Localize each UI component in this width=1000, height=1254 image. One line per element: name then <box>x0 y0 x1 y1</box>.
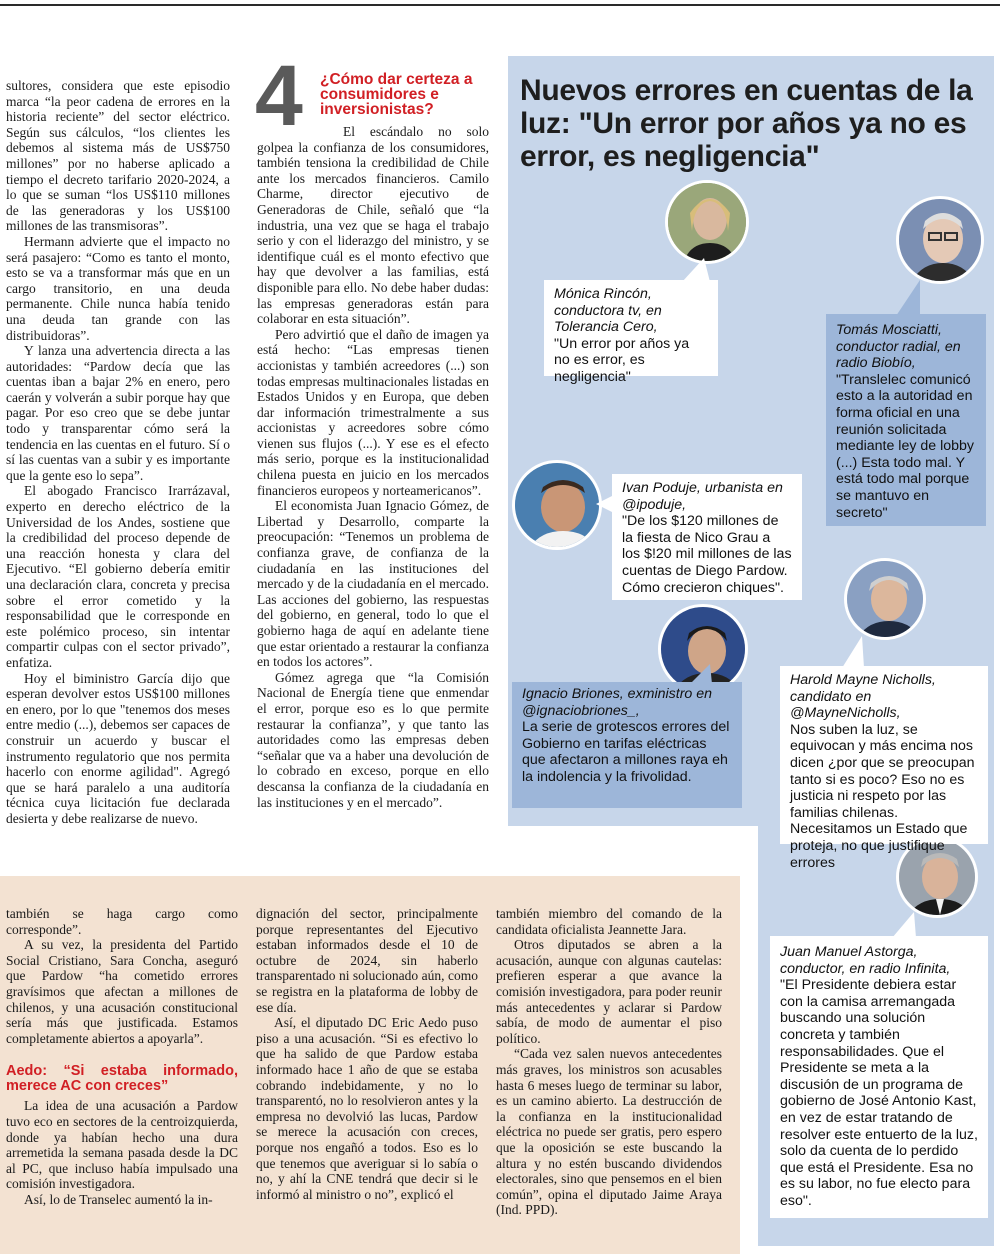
quote-text: Nos suben la luz, se equivocan y más encima nos dicen ¿por que se preocupan tanto si es poco? Eso no es justicia ni respeto por las familias chilenas. Necesitamos un Estado que proteja, no que justifique errores <box>790 721 975 871</box>
paragraph: Gómez agrega que “la Comisión Nacional de Energía tiene que enmendar el error, porque eso es lo que permite restaurar la confianza”, y que tanto las autoridades como las empresas deben “señalar que va a haber una devolución de lo cobrado en exceso, porque en ello descansa la confianza de la ciudadanía en las instituciones y en el mercado”. <box>257 669 489 810</box>
paragraph: El economista Juan Ignacio Gómez, de Libertad y Desarrollo, comparte la preocupación: “Tenemos un problema de confianza grave, de confianza de la ciudadanía en las instituciones del mercado y de la ciudadanía en el mercado. Las acciones del gobierno, las respuestas del gobierno, en general, todo lo que el gobierno haga de aquí en adelante tiene que estar orientado a restaurar la confianza en todos los actores”. <box>257 498 489 670</box>
bubble-tail <box>690 664 720 684</box>
quote-bubble-juan-manuel-astorga <box>770 936 988 1218</box>
paragraph: El escándalo no solo golpea la confianza de los consumidores, también tensiona la credibilidad de Chile ante los mercados financieros. Camilo Charme, director ejecutivo de Generadoras de Chile, señaló que “la industria, una vez que se haga el trabajo serio y con el liderazgo del ministro, y se identifique cuál es el monto efectivo que hay que devolver a las familias, está disponible para ello. No debe haber dudas: las empresas generadoras están para colaborar en esta situación”. <box>257 124 489 327</box>
top-rule <box>0 4 1000 6</box>
bottom-column-2 <box>256 906 478 1202</box>
quote-text: "El Presidente debiera estar con la camisa arremangada buscando una solución concreta y también responsabilidades. Que el Presidente se meta a la discusión de un programa de gobierno de José Antonio Kast, en vez de estar tratando de resolver este entuerto de la luz, solo da cuenta de lo perdido que está el Presidente. Esa no es su labor, no fue electo para eso". <box>780 977 978 1209</box>
quote-author: Harold Mayne Nicholls, candidato en @MayneNicholls, <box>790 672 936 722</box>
paragraph: también se haga cargo como corresponde”. <box>6 906 238 937</box>
paragraph: Hermann advierte que el impacto no será pasajero: “Como es tanto el monto, esto se va a transformar más que en un cargo transitorio, en una deuda permanente. Chile nunca había tenido una deuda tan grande con las distribuidoras”. <box>6 233 230 343</box>
quote-text: La serie de grotescos errores del Gobierno en tarifas eléctricas que afectaron a millones raya eh la indolencia y la frivolidad. <box>522 719 730 785</box>
paragraph: dignación del sector, principalmente porque representantes del Ejecutivo estaban informados desde el 10 de octubre de 2024, sin haberlo transparentado ni solucionado aún, como se registra en la plataforma de lobby de ese día. <box>256 906 478 1015</box>
quote-text: "Translelec comunicó esto a la autoridad en forma oficial en una reunión solicitada mediante ley de lobby (...) Esta todo mal. Y está todo mal porque se mantuvo en secreto" <box>836 371 975 521</box>
quote-author: Juan Manuel Astorga, conductor, en radio Infinita, <box>780 944 951 977</box>
bottom-column-1 <box>6 906 238 1208</box>
bubble-tail <box>680 258 720 282</box>
bubble-tail <box>596 494 616 518</box>
paragraph: Así, el diputado DC Eric Aedo puso piso a una acusación. “Si es efectivo lo que ha salido de que Pardow estaba informado hace 1 año de que se estaba cobrando indebidamente, y no lo transparentó, no lo resolvieron antes y la empresa no devolvió las lucas, Pardow se merece la acusación con creces, porque nos engañó a todos. Eso es lo que tenemos que averiguar si lo sabía o no, y ahí la CNE tendrá que decir si le informó al ministro o no”, explicó el <box>256 1015 478 1202</box>
quote-author: Tomás Mosciatti, conductor radial, en radio Biobío, <box>836 322 961 372</box>
quote-bubble-monica-rincon <box>544 280 718 385</box>
section-heading-text: ¿Cómo dar certeza a consumidores e inversionistas? <box>320 71 473 118</box>
quote-text: "De los $120 millones de la fiesta de Nico Grau a los $!20 mil millones de las cuentas de Diego Pardow. Cómo crecieron chiques". <box>622 513 792 596</box>
subheading: Aedo: “Si estaba informado, merece AC con creces” <box>6 1063 238 1095</box>
paragraph: sultores, considera que este episodio marca “la peor cadena de errores en la historia reciente” del sector eléctrico. Según sus cálculos, “los clientes les debemos al sistema más de US$750 millones” por no haberse aplicado a tiempo el decreto tarifario 2020-2024, a lo que se suman “los US$110 millones de las generadoras y los US$100 millones de las transmisoras”. <box>6 78 230 234</box>
paragraph: Así, lo de Transelec aumentó la in- <box>24 1191 213 1207</box>
article-column-1 <box>6 78 230 827</box>
paragraph: Hoy el biministro García dijo que esperan devolver estos US$100 millones en enero, por lo que "tenemos dos meses entre medio (...), debemos ser capaces de construir un acuerdo y buscar el instrumento regulatorio que nos permita hacerlo con enorme agilidad". Agregó que se hará paralelo a una auditoría técnica cuya licitación fue declarada desierta y debe realizarse de nuevo. <box>6 670 230 826</box>
bottom-column-3 <box>496 906 722 1218</box>
paragraph: también miembro del comando de la candidata oficialista Jeannette Jara. <box>496 906 722 937</box>
paragraph: A su vez, la presidenta del Partido Social Cristiano, Sara Concha, aseguró que Pardow “ha cometido errores gravísimos que afectan a millones de chilenos, y una acusación constitucional sería más que justificada. Estamos completamente abiertos a apoyarla”. <box>6 937 238 1046</box>
paragraph: Pero advirtió que el daño de imagen ya está hecho: “Las empresas tienen accionistas y también acreedores (...) son todas empresas multinacionales listadas en Estados Unidos y en Europa, que deben dar información trimestralmente a sus accionistas y acreedores sobre cómo vienen sus flujos (...). Y ese es el efecto más serio, porque es la institucionalidad chilena puesta en juicio en los mercados financieros europeos y norteamericanos”. <box>257 326 489 498</box>
avatar-monica-rincon <box>665 180 749 264</box>
quote-author: Ivan Poduje, urbanista en @ipoduje, <box>622 480 783 513</box>
paragraph: El abogado Francisco Irarrázaval, experto en derecho eléctrico de la Universidad de los Andes, sostiene que la credibilidad del proceso depende de una reacción honesta y clara del Ejecutivo. “El gobierno debería emitir una declaración clara, concreta y precisa sobre el error cometido y la responsabilidad que le corresponde en este polémico proceso, sin intentar compartir culpas con el sector privado”, enfatiza. <box>6 483 230 670</box>
quote-bubble-ignacio-briones <box>512 682 742 808</box>
quote-bubble-tomas-mosciatti <box>826 314 986 526</box>
bubble-tail <box>890 912 920 938</box>
paragraph: “Cada vez salen nuevos antecedentes más graves, los ministros son acusables hasta 6 meses luego de terminar su labor, es un camino abierto. La destrucción de la confianza en la institucionalidad eléctrica no puede ser gratis, pero espero que la oposición se este buscando la altura y no estén buscando dividendos electorales, sino que pensemos en el bien común”, opina el diputado Jaime Araya (Ind. PPD). <box>496 1046 722 1218</box>
bubble-tail <box>890 280 930 316</box>
quote-bubble-ivan-poduje <box>612 474 802 600</box>
paragraph: Otros diputados se abren a la acusación, aunque con algunas cautelas: prefieren esperar a que avance la comisión investigadora, para poder reunir más antecedentes y aclarar si Pardow sabía, de modo de aumentar el piso político. <box>496 937 722 1046</box>
avatar-tomas-mosciatti <box>896 196 984 284</box>
quote-bubble-harold-mayne-nicholls <box>780 666 988 871</box>
section-number: 4 <box>255 48 303 144</box>
bubble-tail <box>840 636 870 668</box>
avatar-harold-mayne-nicholls <box>844 558 926 640</box>
article-column-2 <box>257 124 489 810</box>
quote-author: Ignacio Briones, exministro en @ignaciobriones_, <box>522 686 713 719</box>
paragraph: La idea de una acusación a Pardow tuvo eco en sectores de la centroizquierda, donde ya habían hecho una dura arremetida la semana pasada desde la DC al PC, que incluso había impulsado una comisión investigadora. <box>6 1098 238 1192</box>
paragraph: Y lanza una advertencia directa a las autoridades: “Pardow decía que las cuentas iban a bajar 2% en enero, pero caerán y volverán a subir porque hay que pagar. Por eso creo que se debe juntar todo y transparentar cómo será la tendencia en las cuentas en el futuro. Sí o sí las cuentas van a subir y es importante que la gente eso lo sepa”. <box>6 343 230 483</box>
quote-author: Mónica Rincón, conductora tv, en Tolerancia Cero, <box>554 286 662 336</box>
avatar-ivan-poduje <box>512 460 602 550</box>
quote-text: "Un error por años ya no es error, es negligencia" <box>554 335 690 385</box>
sidebar-title: Nuevos errores en cuentas de la luz: "Un error por años ya no es error, es negligencia" <box>520 74 973 173</box>
section-heading <box>320 72 495 117</box>
